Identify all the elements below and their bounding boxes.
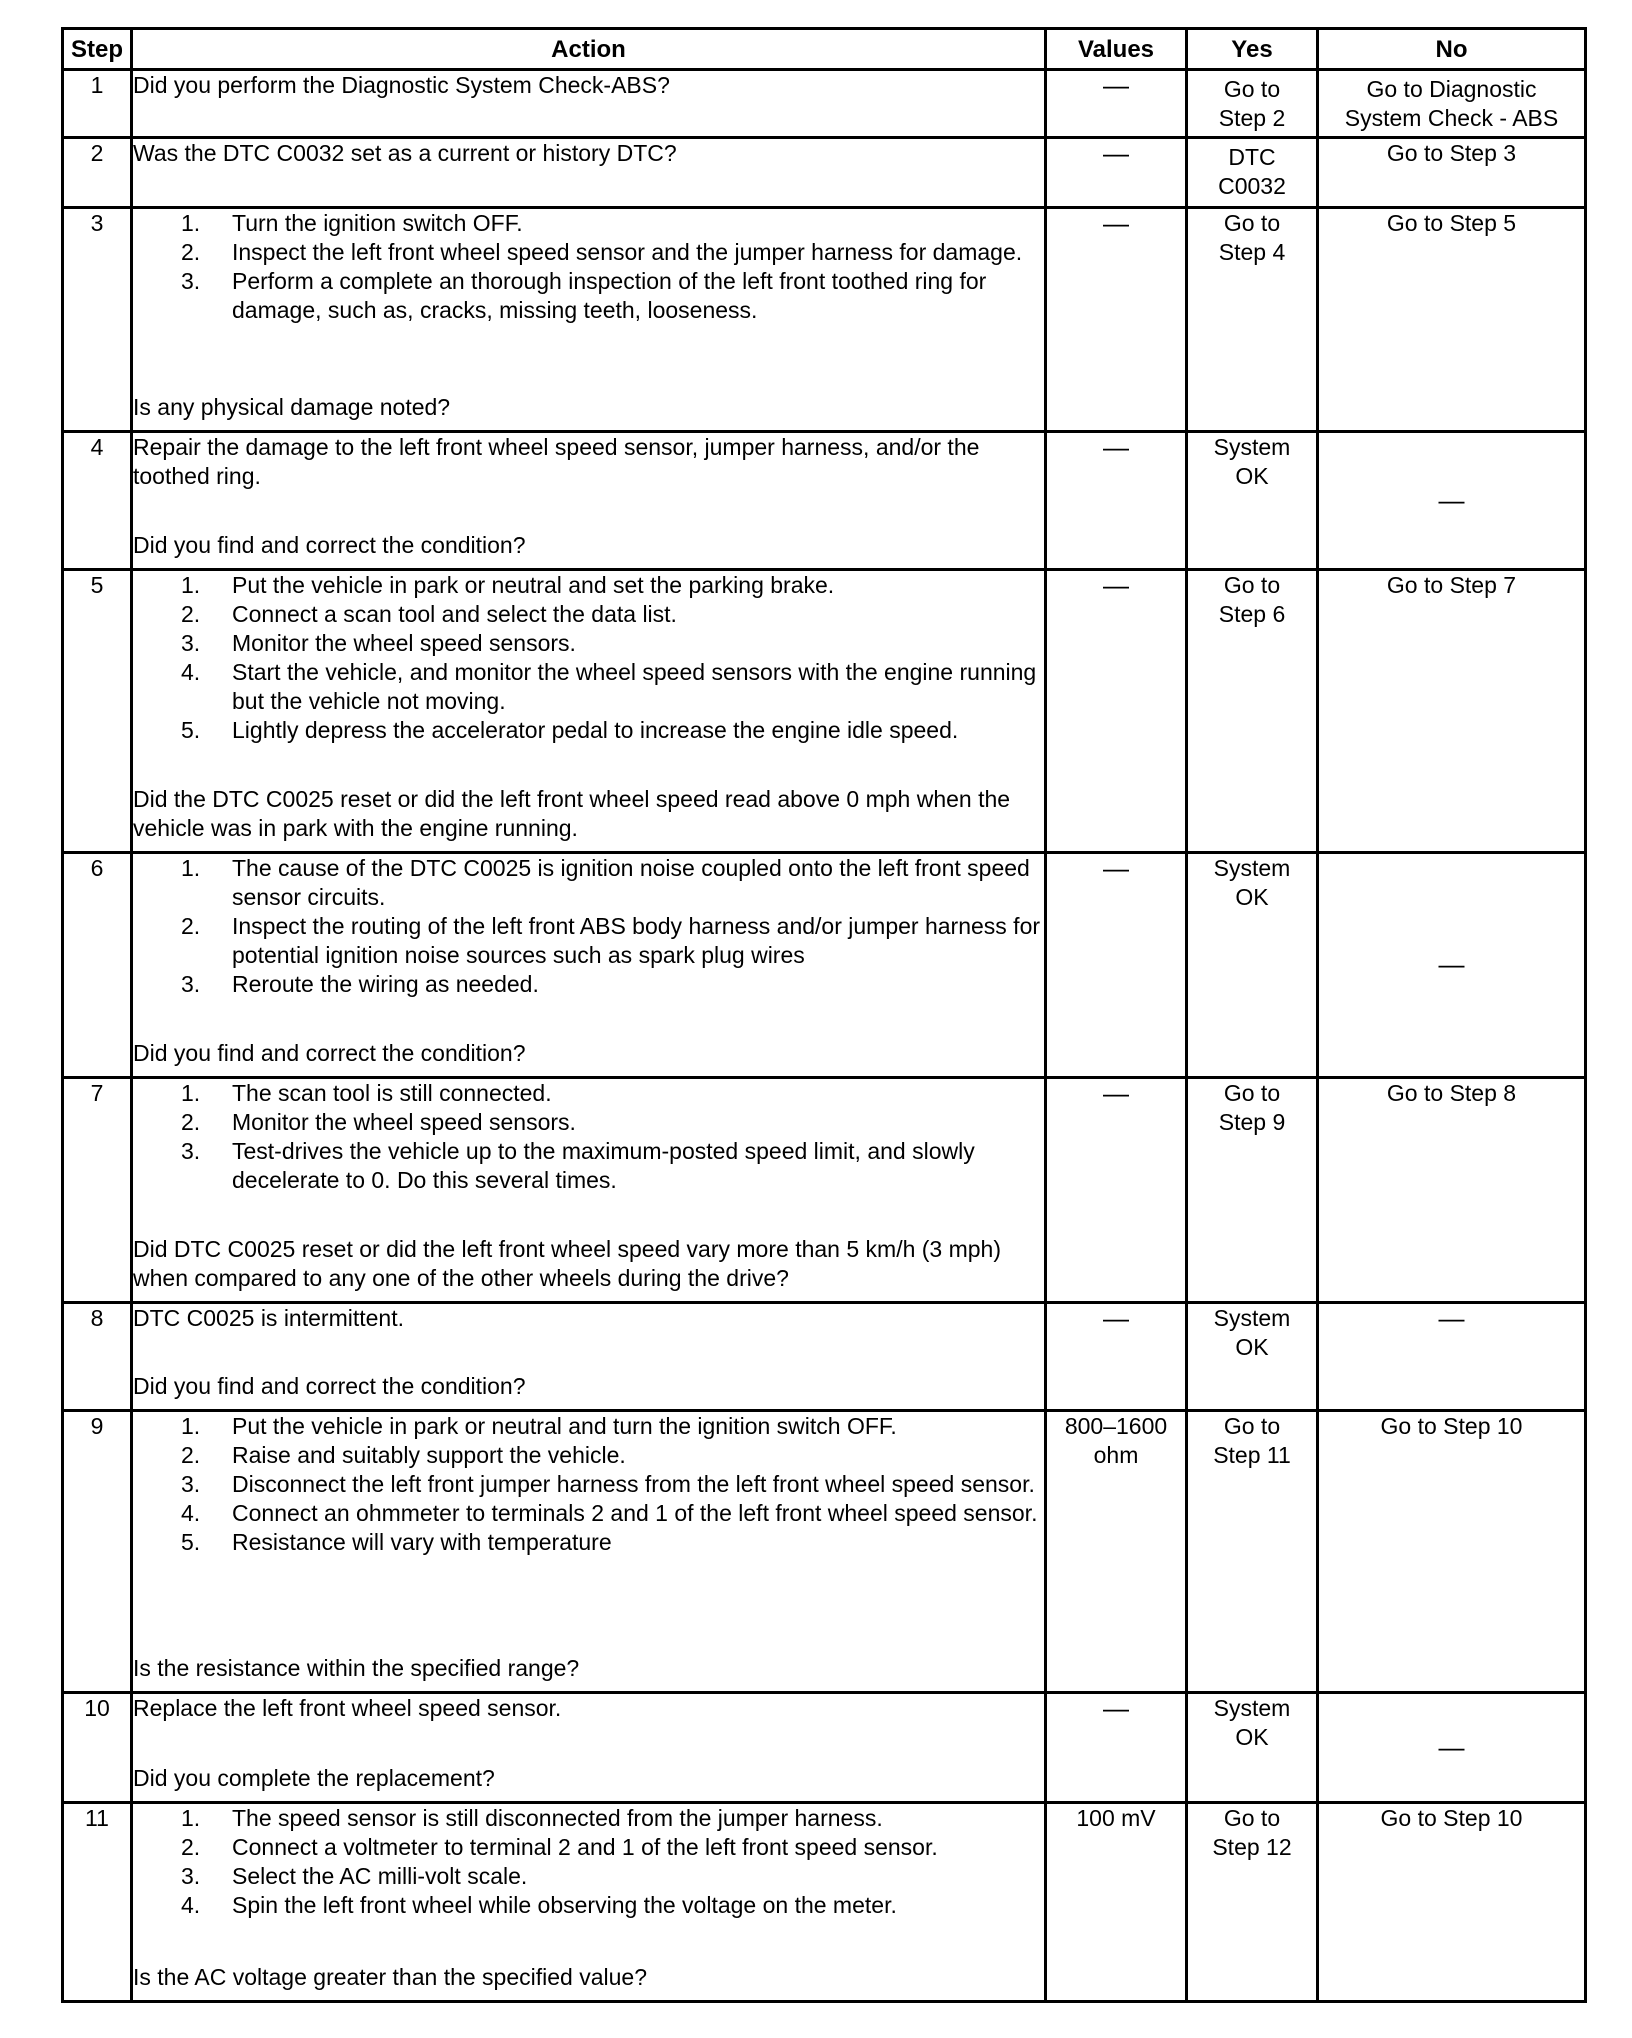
no-cell [1318,70,1586,138]
list-number: 5. [181,1529,201,1555]
list-number: 2. [181,1109,201,1135]
yes-cell [1187,1693,1318,1803]
list-number: 1. [181,1413,201,1439]
values-cell [1046,1803,1187,2002]
yes-text: Go to Step 11 [1213,1413,1291,1468]
action-list-item [133,1079,1044,1108]
step-number: 10 [63,1693,132,1803]
no-text: Go to Step 10 [1380,1805,1523,1831]
table-row [63,853,1586,1078]
diagnostic-table [61,27,1587,2003]
action-question: Did you complete the replacement? [133,1765,495,1791]
step-number: 3 [63,208,132,432]
list-number: 4. [181,1892,201,1918]
action-cell [132,138,1046,208]
list-item-text: The scan tool is still connected. [232,1080,552,1106]
no-cell [1318,570,1586,853]
list-item-text: Select the AC milli-volt scale. [232,1863,528,1889]
step-number: 6 [63,853,132,1078]
no-cell [1318,1411,1586,1693]
list-number: 2. [181,913,201,939]
header-no: No [1318,29,1586,70]
yes-cell [1187,70,1318,138]
list-number: 5. [181,717,201,743]
list-item-text: Monitor the wheel speed sensors. [232,630,576,656]
list-item-text: Connect a scan tool and select the data list. [232,601,677,627]
action-intro: DTC C0025 is intermittent. [133,1305,404,1331]
yes-text: Go to Step 2 [1218,76,1286,131]
table-row [63,570,1586,853]
yes-text: Go to Step 9 [1218,1080,1286,1135]
yes-cell [1187,138,1318,208]
list-item-text: Start the vehicle, and monitor the wheel speed sensors with the engine running but the vehicle not moving. [232,659,1037,714]
no-text: Go to Step 5 [1386,210,1517,236]
yes-text: DTC C0032 [1218,144,1286,199]
list-item-text: The speed sensor is still disconnected from the jumper harness. [232,1805,883,1831]
yes-cell [1187,570,1318,853]
list-item-text: Perform a complete an thorough inspection of the left front toothed ring for damage, such as, cracks, missing teeth, looseness. [232,268,987,323]
action-question: Did you find and correct the condition? [133,532,526,558]
action-question: Did you perform the Diagnostic System Check-ABS? [133,72,670,98]
list-number: 1. [181,572,201,598]
table-row [63,1411,1586,1693]
yes-cell [1187,432,1318,570]
action-intro: Replace the left front wheel speed sensor. [133,1695,562,1721]
list-item-text: Put the vehicle in park or neutral and turn the ignition switch OFF. [232,1413,897,1439]
action-list-item [133,238,1044,267]
list-number: 4. [181,1500,201,1526]
table-row [63,138,1586,208]
table-row [63,432,1586,570]
list-item-text: Lightly depress the accelerator pedal to increase the engine idle speed. [232,717,959,743]
action-list-item [133,658,1044,716]
step-number: 1 [63,70,132,138]
action-list-item [133,1499,1044,1528]
values-cell [1046,1411,1187,1693]
list-item-text: Spin the left front wheel while observing the voltage on the meter. [232,1892,897,1918]
table-row [63,1693,1586,1803]
action-list-item [133,600,1044,629]
action-cell [132,1693,1046,1803]
list-number: 2. [181,1442,201,1468]
action-list [133,1804,1044,1920]
step-number: 7 [63,1078,132,1303]
values-cell [1046,853,1187,1078]
no-cell [1318,208,1586,432]
values-cell [1046,1303,1187,1411]
values-cell [1046,432,1187,570]
values-text: — [1103,1078,1129,1108]
list-item-text: Turn the ignition switch OFF. [232,210,523,236]
list-number: 3. [181,971,201,997]
values-text: — [1103,70,1129,100]
values-text: — [1103,853,1129,883]
table-row [63,208,1586,432]
header-action: Action [132,29,1046,70]
list-item-text: Connect an ohmmeter to terminals 2 and 1 of the left front wheel speed sensor. [232,1500,1038,1526]
list-number: 4. [181,659,201,685]
yes-text: System OK [1213,1305,1291,1360]
yes-text: Go to Step 6 [1218,572,1286,627]
list-item-text: Reroute the wiring as needed. [232,971,539,997]
list-item-text: Disconnect the left front jumper harness from the left front wheel speed sensor. [232,1471,1035,1497]
action-list [133,854,1044,999]
action-cell [132,1303,1046,1411]
step-number: 11 [63,1803,132,2002]
list-item-text: Raise and suitably support the vehicle. [232,1442,626,1468]
no-cell [1318,1803,1586,2002]
yes-cell [1187,208,1318,432]
list-number: 3. [181,268,201,294]
values-text: — [1103,1693,1129,1723]
action-list [133,209,1044,325]
action-cell [132,208,1046,432]
action-cell [132,1078,1046,1303]
values-text: — [1103,138,1129,168]
action-list-item [133,854,1044,912]
action-list-item [133,912,1044,970]
action-question: Is the AC voltage greater than the specified value? [133,1964,647,1990]
action-question: Did DTC C0025 reset or did the left front wheel speed vary more than 5 km/h (3 mph) when compared to any one of the other wheels during the drive? [133,1236,1002,1291]
step-number: 9 [63,1411,132,1693]
no-cell [1318,1303,1586,1411]
action-list-item [133,1891,1044,1920]
yes-cell [1187,853,1318,1078]
no-text: — [1438,484,1465,515]
list-number: 3. [181,1863,201,1889]
no-cell [1318,853,1586,1078]
action-list-item [133,1528,1044,1557]
step-number: 5 [63,570,132,853]
action-question: Was the DTC C0032 set as a current or history DTC? [133,140,677,166]
table-row [63,1303,1586,1411]
list-number: 3. [181,1471,201,1497]
values-text: — [1103,208,1129,238]
list-number: 1. [181,210,201,236]
action-list-item [133,1108,1044,1137]
action-cell [132,70,1046,138]
no-text: Go to Step 3 [1386,140,1517,166]
no-text: — [1438,949,1465,979]
values-cell [1046,138,1187,208]
action-list-item [133,267,1044,325]
table-row [63,70,1586,138]
values-text: — [1103,432,1129,462]
action-list [133,571,1044,745]
list-number: 1. [181,1805,201,1831]
action-question: Did the DTC C0025 reset or did the left front wheel speed read above 0 mph when the vehicle was in park with the engine running. [133,786,1011,841]
action-list [133,1412,1044,1557]
header-values: Values [1046,29,1187,70]
table-row [63,1078,1586,1303]
list-item-text: Connect a voltmeter to terminal 2 and 1 of the left front speed sensor. [232,1834,938,1860]
list-item-text: Put the vehicle in park or neutral and set the parking brake. [232,572,835,598]
yes-cell [1187,1078,1318,1303]
action-cell [132,853,1046,1078]
action-list-item [133,1137,1044,1195]
yes-text: System OK [1213,434,1291,489]
action-list-item [133,1441,1044,1470]
values-text: 800–1600 ohm [1064,1413,1168,1468]
values-cell [1046,208,1187,432]
list-item-text: Resistance will vary with temperature [232,1529,612,1555]
action-cell [132,432,1046,570]
list-number: 2. [181,1834,201,1860]
action-list-item [133,716,1044,745]
yes-cell [1187,1411,1318,1693]
yes-cell [1187,1803,1318,2002]
action-list [133,1079,1044,1195]
values-cell [1046,70,1187,138]
no-text: Go to Step 10 [1380,1413,1523,1439]
action-question: Is the resistance within the specified range? [133,1655,580,1681]
values-cell [1046,570,1187,853]
step-number: 2 [63,138,132,208]
action-list-item [133,1833,1044,1862]
action-question: Did you find and correct the condition? [133,1373,526,1399]
no-text: Go to Step 7 [1386,572,1517,598]
action-cell [132,1411,1046,1693]
no-cell [1318,1078,1586,1303]
table-body [63,70,1586,2002]
values-text: — [1103,570,1129,600]
step-number: 8 [63,1303,132,1411]
action-list-item [133,1804,1044,1833]
no-cell [1318,138,1586,208]
no-cell [1318,1693,1586,1803]
list-item-text: Inspect the routing of the left front ABS body harness and/or jumper harness for potential ignition noise sources such as spark plug wires [232,913,1041,968]
list-item-text: Inspect the left front wheel speed sensor and the jumper harness for damage. [232,239,1023,265]
list-number: 3. [181,1138,201,1164]
list-number: 3. [181,630,201,656]
values-text: — [1103,1303,1129,1333]
header-step: Step [63,29,132,70]
no-text: Go to Diagnostic System Check - ABS [1344,76,1559,131]
no-text: — [1438,1303,1465,1333]
list-number: 1. [181,1080,201,1106]
no-cell [1318,432,1586,570]
action-cell [132,1803,1046,2002]
action-list-item [133,1412,1044,1441]
action-list-item [133,629,1044,658]
action-list-item [133,571,1044,600]
action-list-item [133,209,1044,238]
step-number: 4 [63,432,132,570]
values-cell [1046,1693,1187,1803]
yes-text: System OK [1213,855,1291,910]
action-question: Did you find and correct the condition? [133,1040,526,1066]
list-item-text: Monitor the wheel speed sensors. [232,1109,576,1135]
action-list-item [133,1470,1044,1499]
list-number: 2. [181,239,201,265]
action-list-item [133,1862,1044,1891]
table-row [63,1803,1586,2002]
action-cell [132,570,1046,853]
values-cell [1046,1078,1187,1303]
list-item-text: Test-drives the vehicle up to the maximum-posted speed limit, and slowly decelerate to 0. Do this several times. [232,1138,975,1193]
list-number: 2. [181,601,201,627]
action-question: Is any physical damage noted? [133,394,451,420]
header-row [63,29,1586,70]
no-text: — [1438,1731,1465,1762]
list-number: 1. [181,855,201,881]
yes-cell [1187,1303,1318,1411]
header-yes: Yes [1187,29,1318,70]
action-intro: Repair the damage to the left front wheel speed sensor, jumper harness, and/or the toothed ring. [133,434,980,489]
yes-text: Go to Step 12 [1212,1805,1292,1860]
list-item-text: The cause of the DTC C0025 is ignition noise coupled onto the left front speed sensor circuits. [232,855,1030,910]
yes-text: Go to Step 4 [1218,210,1286,265]
yes-text: System OK [1213,1695,1291,1750]
action-list-item [133,970,1044,999]
no-text: Go to Step 8 [1386,1080,1517,1106]
values-text: 100 mV [1076,1805,1156,1831]
